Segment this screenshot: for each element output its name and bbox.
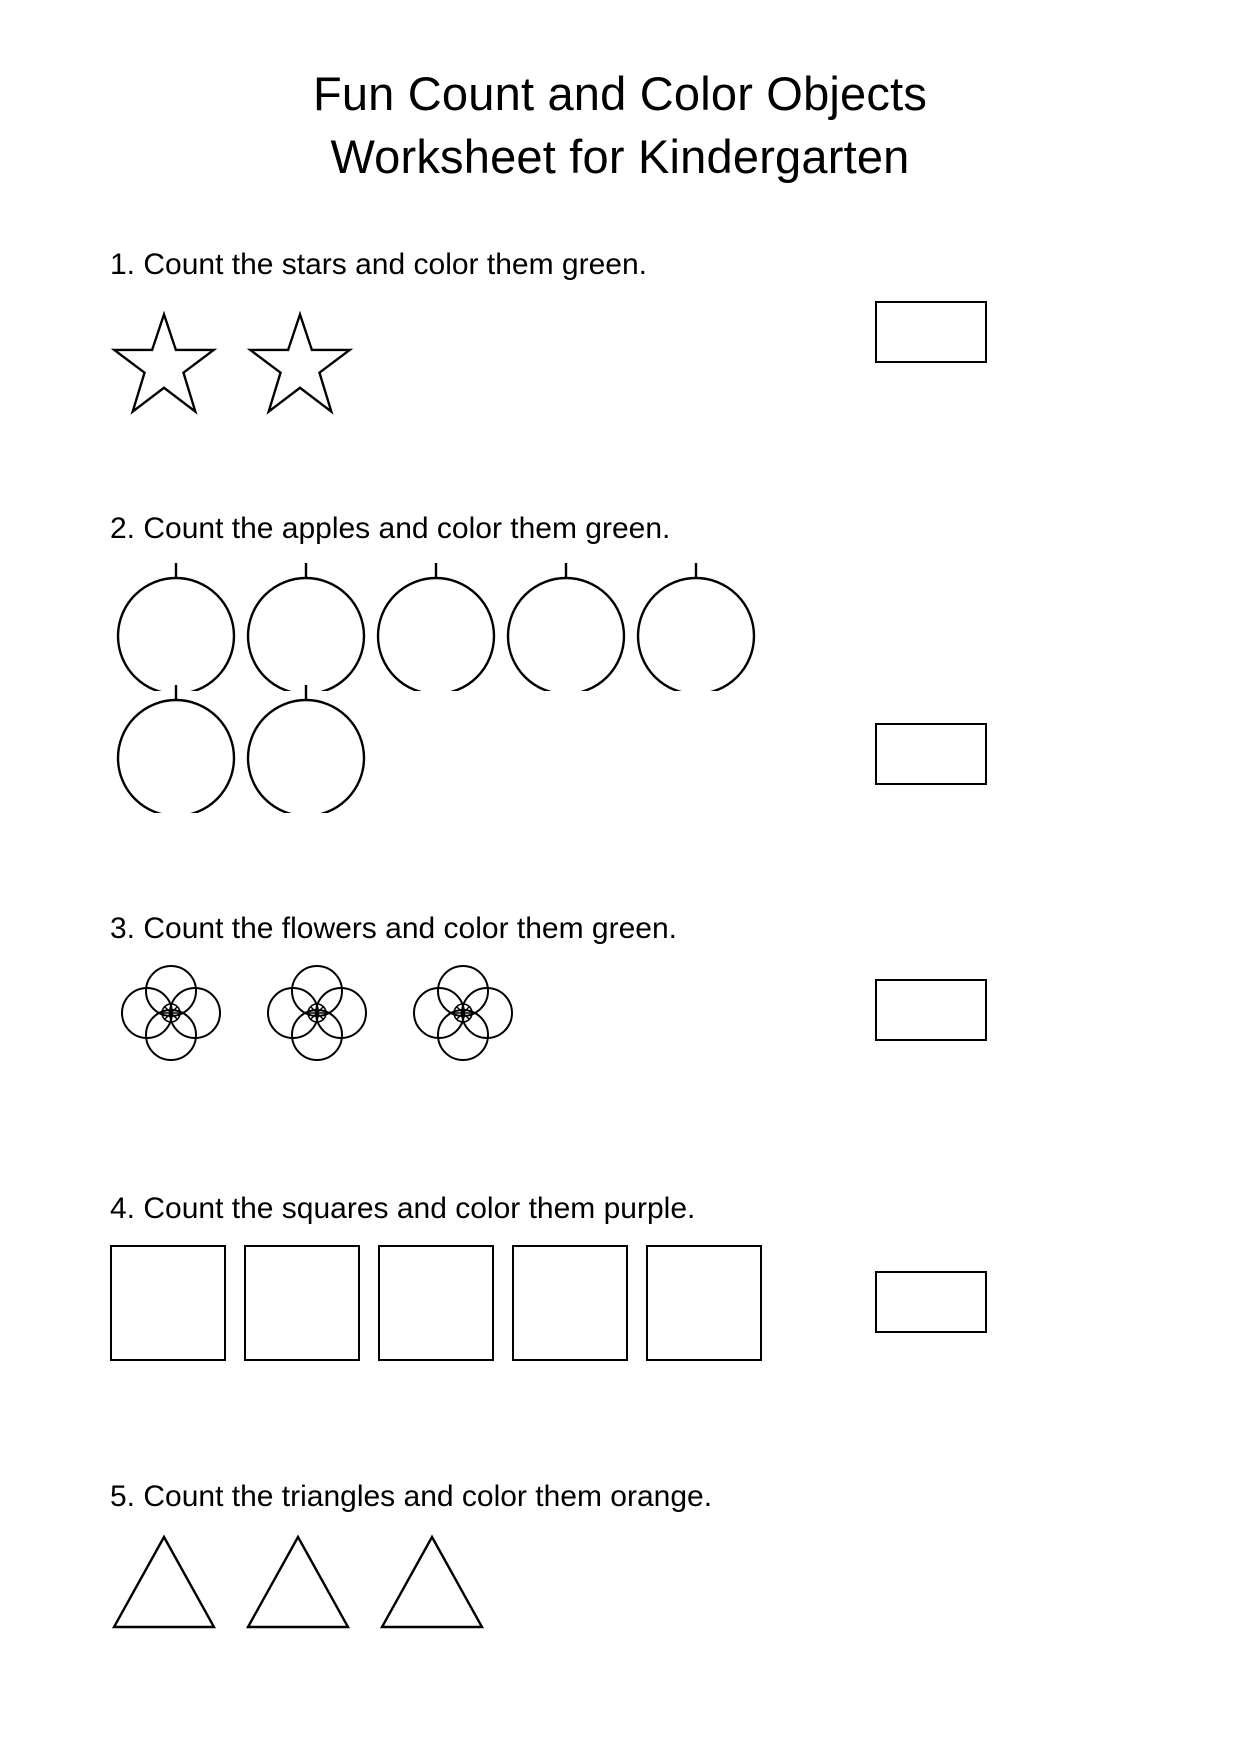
- task-3-shapes: [116, 965, 1240, 1061]
- task-2-apple-row-1: [110, 561, 1240, 691]
- apple-icon: [110, 561, 250, 691]
- task-4-answer-box[interactable]: [875, 1271, 987, 1333]
- flower-icon: [116, 965, 226, 1061]
- task-1-shapes: [110, 305, 1240, 423]
- task-2-apples: [0, 511, 1240, 813]
- apple-icon: [630, 561, 770, 691]
- apple-icon: [370, 561, 510, 691]
- task-5-triangles: [0, 1479, 1240, 1631]
- square-icon: [110, 1245, 226, 1361]
- task-3-label: 3. Count the flowers and color them green.: [110, 911, 677, 945]
- task-2-answer-box[interactable]: [875, 723, 987, 785]
- page-title: [0, 0, 1240, 189]
- apple-icon: [110, 683, 250, 813]
- task-3-flowers: [0, 911, 1240, 1061]
- square-icon: [378, 1245, 494, 1361]
- square-icon: [244, 1245, 360, 1361]
- task-5-shapes: [110, 1531, 1240, 1631]
- task-2-apple-row-2: [110, 683, 1240, 813]
- square-icon: [512, 1245, 628, 1361]
- task-1-answer-box[interactable]: [875, 301, 987, 363]
- apple-icon: [240, 683, 380, 813]
- apple-icon: [500, 561, 640, 691]
- task-2-label: 2. Count the apples and color them green.: [110, 511, 671, 545]
- star-icon: [110, 305, 218, 423]
- task-1-label: 1. Count the stars and color them green.: [110, 247, 647, 281]
- square-icon: [646, 1245, 762, 1361]
- page-title-line-1: Fun Count and Color Objects: [312, 67, 928, 120]
- flower-icon: [408, 965, 518, 1061]
- triangle-icon: [378, 1531, 486, 1631]
- task-5-label: 5. Count the triangles and color them orange.: [110, 1479, 713, 1513]
- task-1-stars: [0, 247, 1240, 423]
- task-2-shapes: [110, 561, 1240, 813]
- triangle-icon: [110, 1531, 218, 1631]
- task-3-answer-box[interactable]: [875, 979, 987, 1041]
- apple-icon: [240, 561, 380, 691]
- triangle-icon: [244, 1531, 352, 1631]
- task-4-squares: [0, 1191, 1240, 1361]
- task-4-shapes: [110, 1245, 1240, 1361]
- task-4-label: 4. Count the squares and color them purple.: [110, 1191, 696, 1225]
- page-title-line-2: Worksheet for Kindergarten: [330, 130, 910, 184]
- star-icon: [246, 305, 354, 423]
- flower-icon: [262, 965, 372, 1061]
